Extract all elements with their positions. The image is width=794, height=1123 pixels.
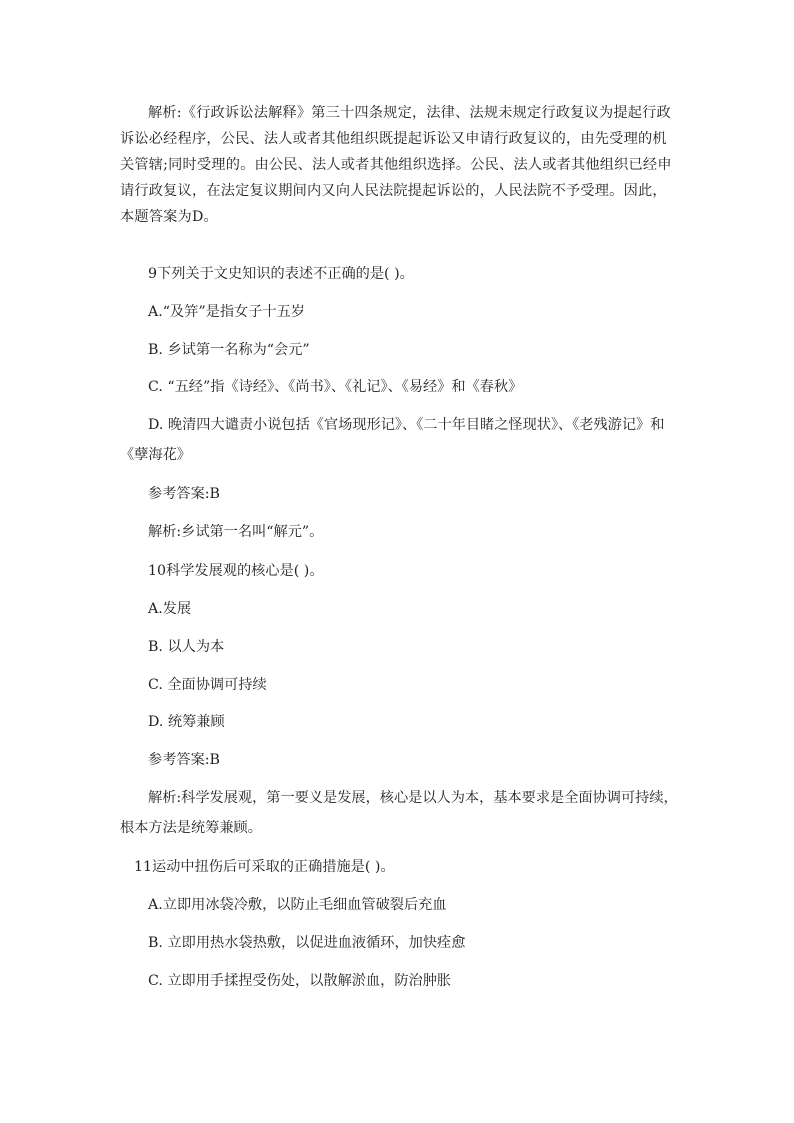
q10-option-b: B. 以人为本 [148, 639, 225, 655]
q9-option-c: C. “五经”指《诗经》、《尚书》、《礼记》、《易经》和《春秋》 [148, 379, 523, 395]
q11-option-c: C. 立即用手揉捏受伤处，以散解淤血，防治肿胀 [148, 973, 452, 989]
q9-answer: 参考答案:B [148, 486, 220, 502]
q9-option-a: A.“及笄”是指女子十五岁 [148, 304, 305, 320]
q11-option-b: B. 立即用热水袋热敷，以促进血液循环，加快痊愈 [148, 935, 466, 951]
q11-option-a: A.立即用冰袋冷敷，以防止毛细血管破裂后充血 [148, 897, 447, 913]
question-10: 10科学发展观的核心是( )。 [148, 563, 324, 579]
q9-option-b: B. 乡试第一名称为“会元” [148, 342, 310, 358]
question-9: 9下列关于文史知识的表述不正确的是( )。 [148, 266, 414, 282]
question-11: 11运动中扭伤后可采取的正确措施是( )。 [134, 859, 395, 875]
q10-analysis: 解析:科学发展观，第一要义是发展，核心是以人为本，基本要求是全面协调可持续，根本方法是统筹兼顾。 [120, 790, 678, 836]
analysis-paragraph-q8: 解析:《行政诉讼法解释》第三十四条规定，法律、法规未规定行政复议为提起行政诉讼必经程序，公民、法人或者其他组织既提起诉讼又申请行政复议的，由先受理的机关管辖;同时受理的。由公民、法人或者其他组织选择。公民、法人或者其他组织已经申请行政复议，在法定复议期间内又向人民法院提起诉讼的，人民法院不予受理。因此，本题答案为D。 [120, 105, 672, 225]
q9-analysis: 解析:乡试第一名叫“解元”。 [148, 524, 324, 540]
q10-option-d: D. 统筹兼顾 [148, 714, 225, 730]
q10-answer: 参考答案:B [148, 752, 220, 768]
q10-option-c: C. 全面协调可持续 [148, 677, 267, 693]
q9-option-d: D. 晚清四大谴责小说包括《官场现形记》、《二十年目睹之怪现状》、《老残游记》和《孽海花》 [120, 417, 665, 463]
q10-option-a: A.发展 [148, 601, 192, 617]
